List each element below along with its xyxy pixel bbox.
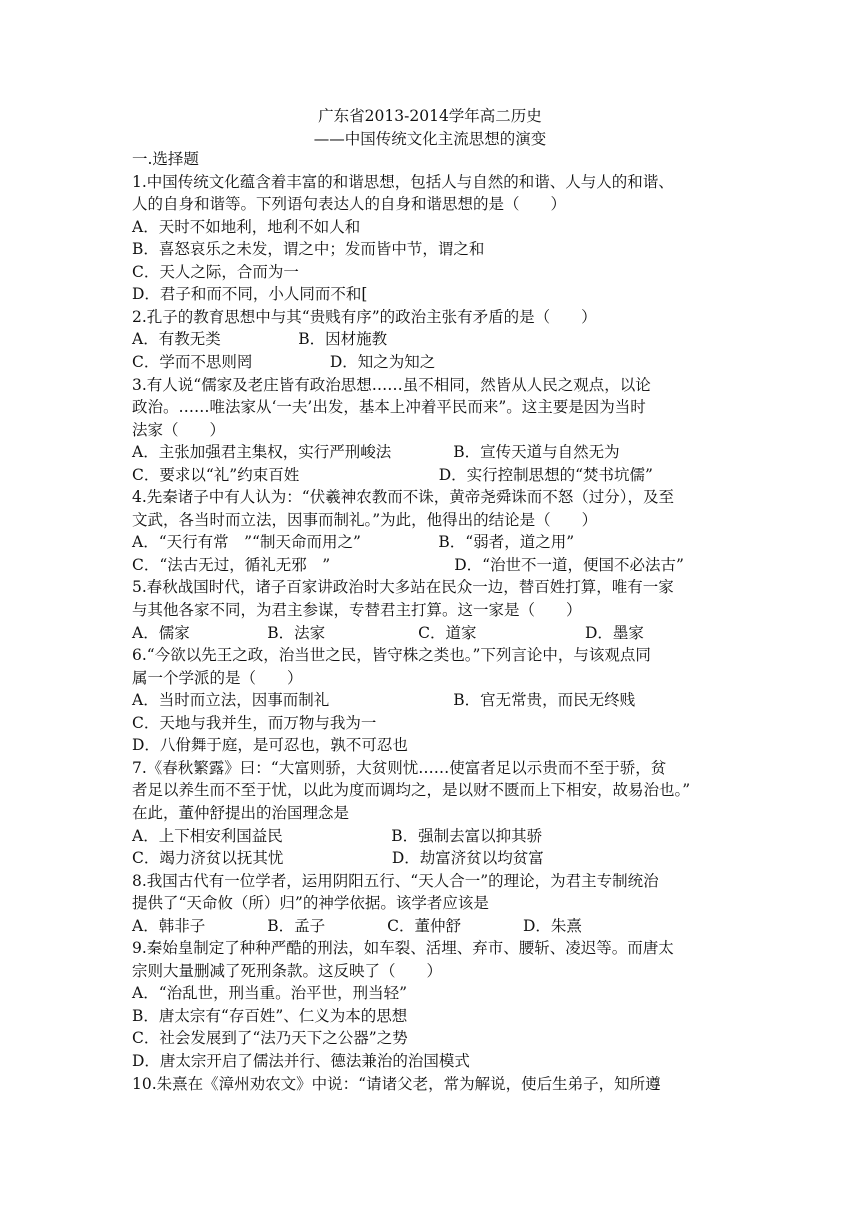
text-line: A．有教无类 B．因材施教	[132, 330, 388, 349]
text-line: 者足以养生而不至于忧，以此为度而调均之，是以财不匮而上下相安，故易治也。”	[132, 781, 691, 800]
text-line: 提供了“天命攸（所）归”的神学依据。该学者应该是	[132, 894, 489, 913]
text-line: 9.秦始皇制定了种种严酷的刑法，如车裂、活埋、弃市、腰斩、凌迟等。而唐太	[132, 939, 674, 958]
text-line: A．当时而立法，因事而制礼 B．官无常贵，而民无终贱	[132, 691, 636, 710]
text-line: 文武，各当时而立法，因事而制礼。”为此，他得出的结论是（ ）	[132, 510, 598, 529]
text-line: 8.我国古代有一位学者，运用阴阳五行、“天人合一”的理论，为君主专制统治	[132, 871, 659, 890]
text-line: D．唐太宗开启了儒法并行、德法兼治的治国模式	[132, 1052, 470, 1070]
text-line: B．喜怒哀乐之未发，谓之中；发而皆中节，谓之和	[132, 240, 485, 259]
text-line: 7.《春秋繁露》曰：“大富则骄，大贫则忧……使富者足以示贵而不至于骄，贫	[132, 758, 667, 777]
document-subtitle: ——中国传统文化主流思想的演变	[313, 130, 547, 148]
text-line: 人的自身和谐等。下列语句表达人的自身和谐思想的是（ ）	[132, 195, 567, 214]
text-line: D．八佾舞于庭，是可忍也，孰不可忍也	[132, 736, 408, 755]
text-line: 与其他各家不同，为君主参谋，专替君主打算。这一家是（ ）	[132, 601, 582, 619]
text-line: B．唐太宗有“存百姓”、仁义为本的思想	[132, 1006, 408, 1025]
text-line: C．“法古无过，循礼无邪 ” D．“治世不一道，便国不必法古”	[132, 555, 684, 574]
text-line: 法家（ ）	[132, 420, 226, 439]
text-line: 属一个学派的是（ ）	[132, 668, 303, 687]
text-line: D．君子和而不同，小人同而不和[	[132, 285, 368, 304]
document-title: 广东省2013-2014学年高二历史	[318, 107, 542, 125]
text-line: A．主张加强君主集权，实行严刑峻法 B．宣传天道与自然无为	[132, 443, 620, 462]
text-line: 1.中国传统文化蕴含着丰富的和谐思想，包括人与自然的和谐、人与人的和谐、	[132, 172, 674, 191]
text-line: C．天人之际，合而为一	[132, 262, 299, 281]
text-line: 5.春秋战国时代，诸子百家讲政治时大多站在民众一边，替百姓打算，唯有一家	[132, 578, 674, 597]
text-line: A．上下相安利国益民 B．强制去富以抑其骄	[132, 826, 543, 845]
text-line: C．要求以“礼”约束百姓 D．实行控制思想的“焚书坑儒”	[132, 465, 653, 484]
text-line: 3.有人说“儒家及老庄皆有政治思想……虽不相同，然皆从人民之观点，以论	[132, 375, 651, 394]
text-line: 6.“今欲以先王之政，治当世之民，皆守株之类也。”下列言论中，与该观点同	[132, 646, 651, 665]
text-line: 在此，董仲舒提出的治国理念是	[132, 803, 350, 822]
text-line: C．天地与我并生，而万物与我为一	[132, 713, 377, 732]
text-line: 一.选择题	[132, 150, 199, 168]
text-line: C．社会发展到了“法乃天下之公器”之势	[132, 1029, 408, 1048]
text-line: A．儒家 B．法家 C．道家 D．墨家	[132, 623, 644, 642]
text-line: 宗则大量删减了死刑条款。这反映了（ ）	[132, 961, 443, 980]
text-line: C．学而不思则罔 D．知之为知之	[132, 352, 436, 371]
text-line: 政治。……唯法家从‘一夫’出发，基本上冲着平民而来”。这主要是因为当时	[132, 398, 646, 417]
text-line: A．“治乱世，刑当重。治平世，刑当轻”	[132, 984, 408, 1003]
text-line: A．韩非子 B．孟子 C．董仲舒 D．朱熹	[132, 916, 582, 935]
text-line: 4.先秦诸子中有人认为：“伏羲神农教而不诛，黄帝尧舜诛而不怒（过分），及至	[132, 488, 674, 507]
text-line: A．天时不如地利，地利不如人和	[132, 217, 361, 236]
text-line: C．竭力济贫以抚其忧 D．劫富济贫以均贫富	[132, 849, 544, 868]
text-line: 2.孔子的教育思想中与其“贵贱有序”的政治主张有矛盾的是（ ）	[132, 307, 597, 326]
text-line: A．“天行有常 ”“制天命而用之” B．“弱者，道之用”	[132, 533, 575, 552]
text-line: 10.朱熹在《漳州劝农文》中说：“请诸父老，常为解说，使后生弟子，知所遵	[132, 1074, 661, 1093]
